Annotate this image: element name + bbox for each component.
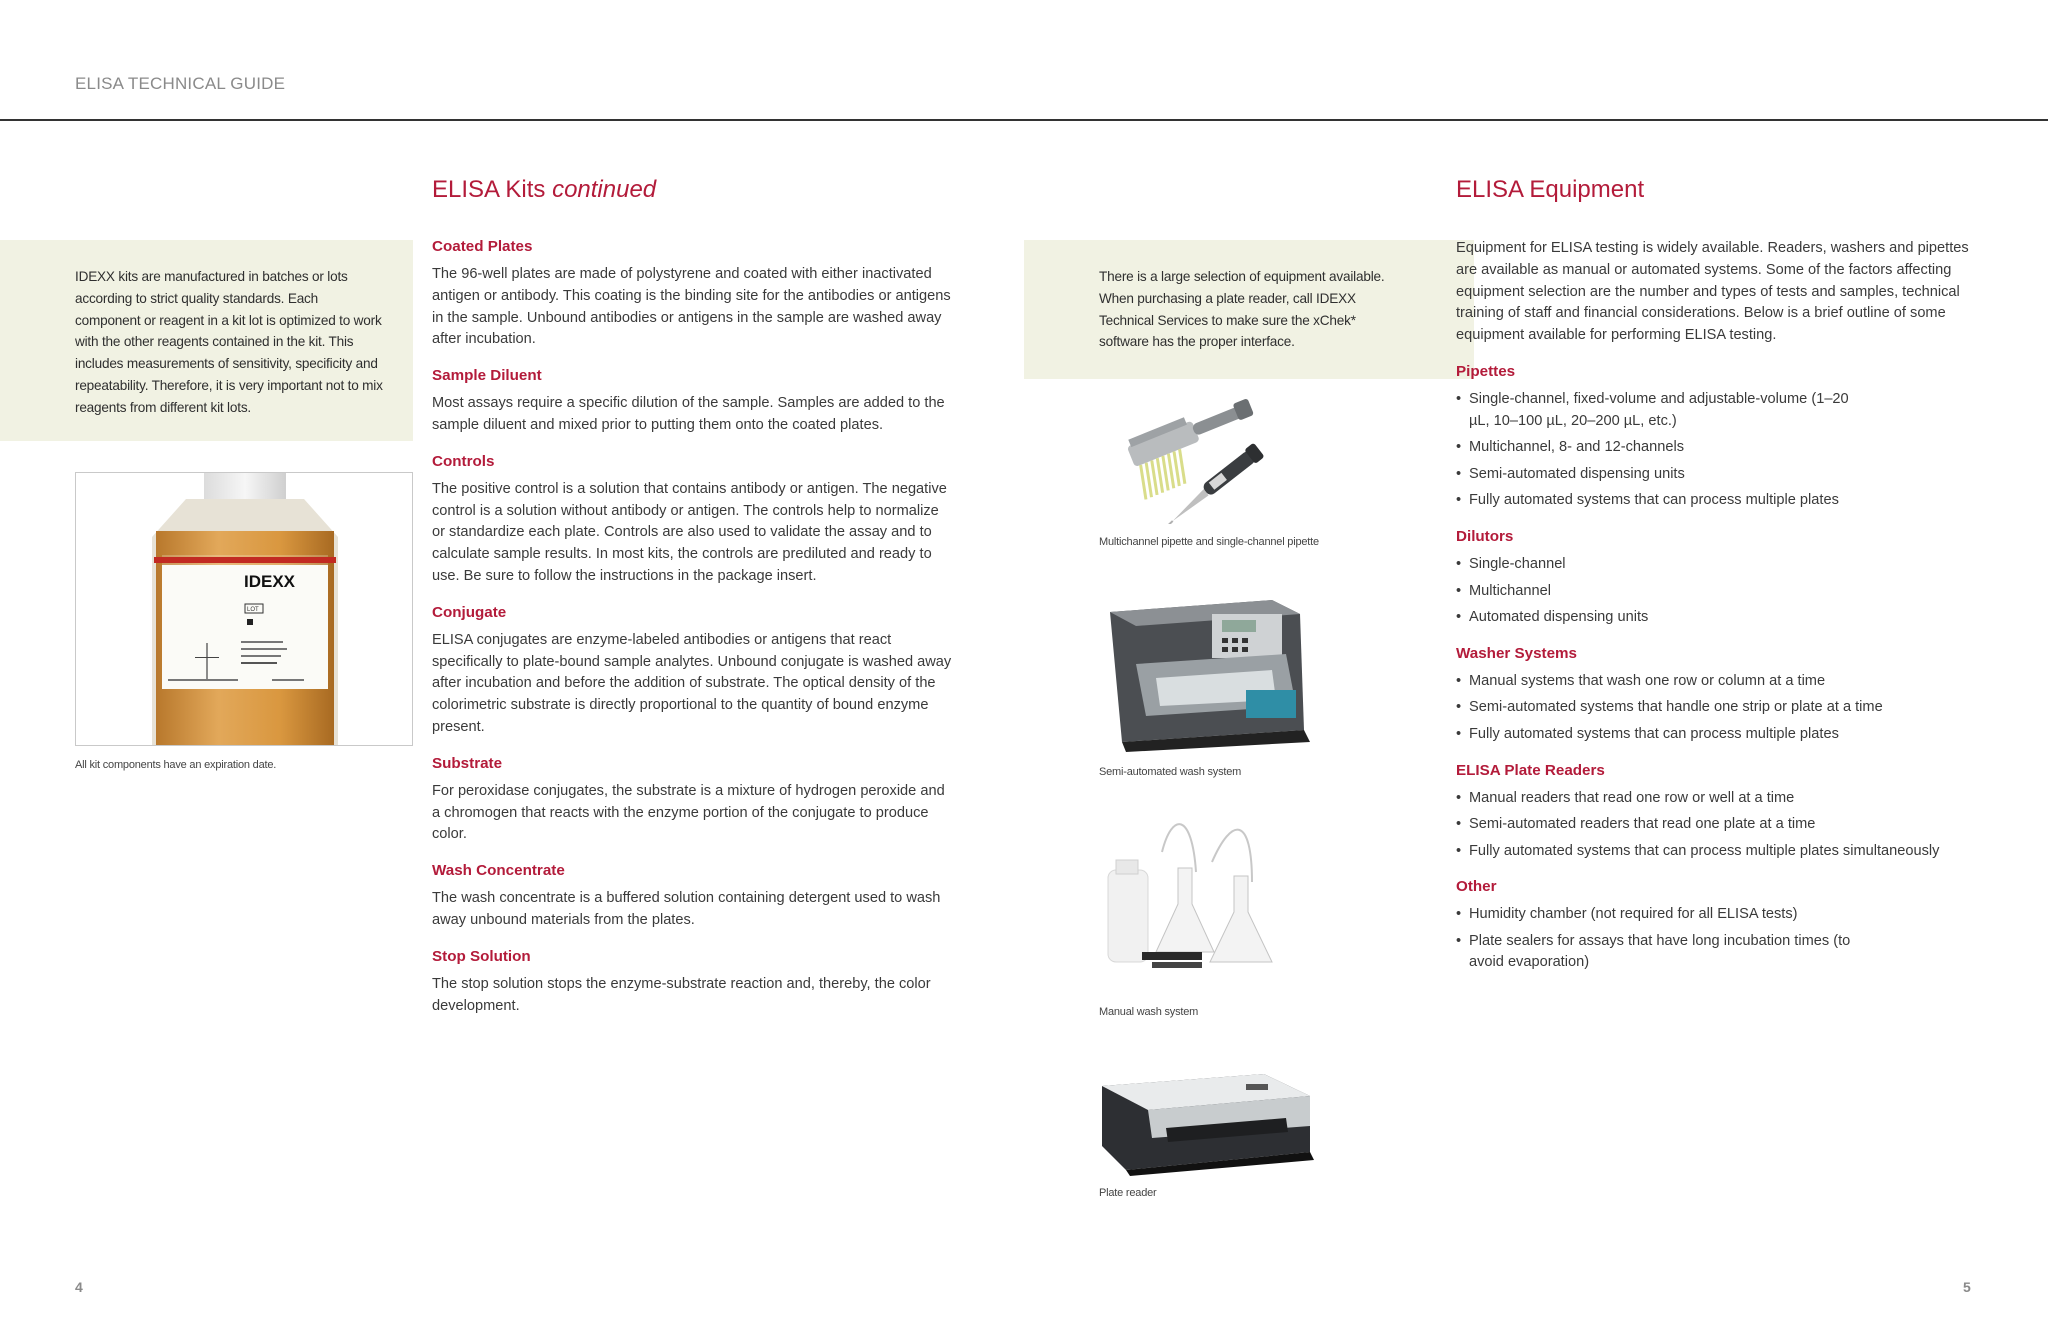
section-heading: Coated Plates (432, 238, 533, 255)
section-heading: Wash Concentrate (432, 862, 565, 880)
plate-reader-photo (1096, 1066, 1322, 1178)
equipment-intro: Equipment for ELISA testing is widely available. Readers, washers and pipettes are available as manual or automated systems. Some of the factors affecting equipment selection are the number and types of tests and samples, technical training of staff and financial considerations. Below is a brief outline of some equipment available for performing ELISA testing. (1456, 240, 1969, 344)
section-stop-solution (432, 948, 952, 1018)
manual-wash-caption: Manual wash system (1099, 1006, 1199, 1018)
list-item: • Automated dispensing units (1456, 607, 1976, 629)
list-item: • Manual readers that read one row or well at a time (1456, 788, 1976, 810)
section-heading: Stop Solution (432, 947, 531, 965)
elisa-equipment-content (1456, 238, 1976, 990)
plate-reader-caption: Plate reader (1099, 1187, 1157, 1199)
section-controls (432, 453, 952, 588)
running-head: ELISA TECHNICAL GUIDE (75, 74, 286, 93)
list-heading: Other (1456, 878, 1497, 896)
list-dilutors (1456, 528, 1976, 629)
semi-wash-caption: Semi-automated wash system (1099, 766, 1242, 778)
list-item: • Multichannel (1456, 581, 1976, 603)
list-item: • Manual systems that wash one row or column at a time (1456, 671, 1976, 693)
right-sidebar-note: There is a large selection of equipment available. When purchasing a plate reader, call IDEXX Technical Services to make sure the xChek* software has the proper interface. (1099, 269, 1385, 350)
pipette-image (1100, 394, 1280, 524)
header-rule (0, 119, 2048, 121)
list-item: • Single-channel (1456, 554, 1976, 576)
list-item: • Semi-automated systems that handle one strip or plate at a time (1456, 697, 1976, 719)
semi-wash-image (1096, 594, 1322, 754)
section-body: The 96-well plates are made of polystyrene and coated with either inactivated antigen or antibody. This coating is the binding site for the antibodies or antigens in the sample. Unbound antibodies or antigens in the sample are washed away after incubation. (432, 266, 951, 348)
list-heading: Washer Systems (1456, 644, 1577, 662)
reagent-bottle-image (76, 473, 413, 746)
section-sample-diluent (432, 367, 952, 437)
elisa-kits-sections (432, 238, 952, 1033)
manual-wash-photo (1102, 812, 1282, 990)
list-plate-readers (1456, 762, 1976, 863)
section-wash-concentrate (432, 862, 952, 932)
section-substrate (432, 755, 952, 846)
section-body: The wash concentrate is a buffered solution containing detergent used to wash away unbound materials from the plates. (432, 890, 941, 928)
list-item: • Fully automated systems that can process multiple plates (1456, 490, 1976, 512)
bottle-photo-caption: All kit components have an expiration date. (75, 759, 277, 771)
section-body: The positive control is a solution that contains antibody or antigen. The negative control is a solution without antibody or antigen. The controls help to normalize or standardize each plate. Controls are also used to validate the assay and to calculate sample results. In most kits, the controls are prediluted and ready to use. Be sure to follow the instructions in the package insert. (432, 480, 947, 584)
semi-wash-photo (1096, 594, 1322, 754)
section-heading: Substrate (432, 754, 503, 772)
list-item: • Multichannel, 8- and 12-channels (1456, 437, 1976, 459)
list-washer-systems (1456, 645, 1976, 746)
list-item: • Semi-automated dispensing units (1456, 464, 1976, 486)
section-heading: Controls (432, 452, 495, 470)
bottle-brand-label: IDEXX (244, 572, 296, 591)
section-body: For peroxidase conjugates, the substrate is a mixture of hydrogen peroxide and a chromogen that reacts with the enzyme portion of the conjugate to produce color. (432, 782, 945, 843)
list-item: • Semi-automated readers that read one plate at a time (1456, 814, 1976, 836)
page-number-left: 4 (75, 1279, 83, 1295)
section-body: ELISA conjugates are enzyme-labeled antibodies or antigens that react specifically to plate-bound sample analytes. Unbound conjugate is washed away after incubation and before the addition of substrate. The optical density of the colorimetric substrate is directly proportional to the quantity of bound enzyme present. (432, 631, 952, 735)
bottle-photo (75, 472, 413, 746)
list-heading: Dilutors (1456, 527, 1514, 545)
section-heading: Conjugate (432, 603, 507, 621)
section-heading: Sample Diluent (432, 367, 542, 385)
manual-wash-image (1102, 812, 1282, 990)
title-main: ELISA Kits (432, 176, 546, 203)
section-body: Most assays require a specific dilution of the sample. Samples are added to the sample diluent and mixed prior to putting them onto the coated plates. (432, 395, 945, 433)
title-italic: continued (552, 176, 657, 203)
page-title-elisa-equipment: ELISA Equipment (1456, 176, 1645, 203)
bottle-lot-label: LOT (247, 607, 259, 613)
list-item: • Humidity chamber (not required for all ELISA tests) (1456, 904, 1976, 926)
list-item: • Single-channel, fixed-volume and adjustable-volume (1–20 µL, 10–100 µL, 20–200 µL, etc.) (1456, 389, 1976, 432)
pipette-caption: Multichannel pipette and single-channel pipette (1099, 536, 1319, 548)
list-pipettes (1456, 363, 1976, 512)
left-sidebar-note: IDEXX kits are manufactured in batches or lots according to strict quality standards. Each component or reagent in a kit lot is optimized to work with the other reagents contained in the kit. This includes measurements of sensitivity, specificity and repeatability. Therefore, it is very important not to mix reagents from different kit lots. (75, 269, 383, 415)
pipette-photo (1100, 394, 1280, 524)
section-coated-plates (432, 238, 952, 351)
list-item: • Fully automated systems that can process multiple plates simultaneously (1456, 841, 1976, 863)
list-heading: ELISA Plate Readers (1456, 761, 1605, 779)
list-heading: Pipettes (1456, 362, 1516, 380)
page-number-right: 5 (1963, 1279, 1971, 1295)
page-title-elisa-kits (432, 176, 656, 204)
list-item: • Fully automated systems that can process multiple plates (1456, 724, 1976, 746)
plate-reader-image (1096, 1066, 1322, 1178)
section-conjugate (432, 604, 952, 739)
list-item: • Plate sealers for assays that have long incubation times (to avoid evaporation) (1456, 931, 1976, 974)
section-body: The stop solution stops the enzyme-substrate reaction and, thereby, the color development. (432, 975, 931, 1014)
list-other (1456, 878, 1976, 974)
